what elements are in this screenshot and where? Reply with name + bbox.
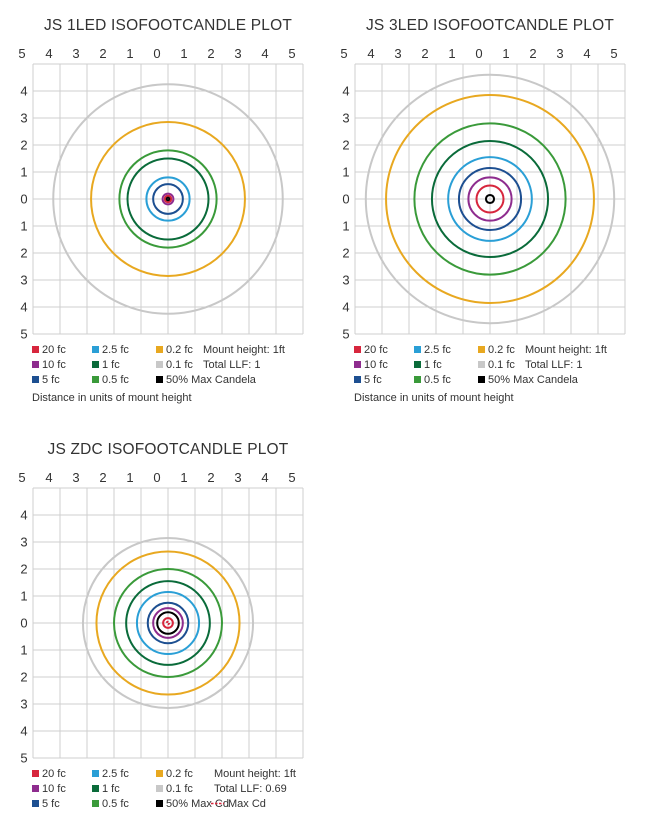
chart-grid [33, 64, 303, 334]
y-tick-label: 3 [20, 696, 28, 712]
x-tick-label: 5 [288, 470, 296, 485]
x-tick-label: 2 [421, 46, 429, 61]
legend-swatch-50pct-max-candela [156, 376, 163, 383]
legend-label-10-fc: 10 fc [364, 359, 388, 371]
y-tick-label: 4 [342, 83, 350, 99]
y-tick-label: 2 [20, 137, 28, 153]
y-tick-label: 3 [20, 534, 28, 550]
plot-panel-1led [0, 0, 325, 420]
legend-label-20-fc: 20 fc [364, 344, 388, 356]
total-llf-note: Total LLF: 1 [203, 359, 261, 371]
legend-swatch-2-5-fc [92, 346, 99, 353]
legend-swatch-5-fc [32, 800, 39, 807]
x-tick-label: 4 [45, 470, 53, 485]
legend-label-0-1-fc: 0.1 fc [488, 359, 515, 371]
chart-grid [355, 64, 625, 334]
isofootcandle-chart-zdc [0, 424, 325, 839]
legend-label-20-fc: 20 fc [42, 344, 66, 356]
legend-swatch-0-5-fc [414, 376, 421, 383]
x-tick-label: 1 [502, 46, 510, 61]
total-llf-note: Total LLF: 1 [525, 359, 583, 371]
legend-swatch-0-2-fc [156, 346, 163, 353]
x-tick-label: 0 [153, 46, 161, 61]
legend-swatch-0-1-fc [156, 785, 163, 792]
x-tick-label: 4 [261, 46, 269, 61]
legend-swatch-0-2-fc [478, 346, 485, 353]
x-tick-label: 2 [207, 46, 215, 61]
legend-swatch-0-2-fc [156, 770, 163, 777]
axis-caption: Distance in units of mount height [354, 392, 514, 404]
legend-swatch-2-5-fc [414, 346, 421, 353]
x-tick-label: 5 [340, 46, 348, 61]
y-tick-label: 3 [342, 110, 350, 126]
legend-label-1-fc: 1 fc [102, 359, 120, 371]
y-tick-label: 2 [20, 245, 28, 261]
y-tick-label: 1 [20, 164, 28, 180]
legend-label-2-5-fc: 2.5 fc [102, 344, 129, 356]
x-tick-label: 3 [234, 46, 242, 61]
legend-swatch-10-fc [32, 361, 39, 368]
legend-swatch-0-1-fc [156, 361, 163, 368]
legend-swatch-0-5-fc [92, 800, 99, 807]
y-tick-label: 4 [20, 83, 28, 99]
y-tick-label: 3 [20, 272, 28, 288]
x-tick-label: 3 [394, 46, 402, 61]
x-tick-label: 2 [99, 470, 107, 485]
legend-label-5-fc: 5 fc [42, 798, 60, 810]
y-tick-label: 2 [20, 669, 28, 685]
x-tick-label: 5 [288, 46, 296, 61]
x-tick-label: 1 [126, 470, 134, 485]
legend-swatch-10-fc [354, 361, 361, 368]
legend-label-20-fc: 20 fc [42, 768, 66, 780]
legend-swatch-50pct-max-cd [156, 800, 163, 807]
y-tick-label: 5 [20, 750, 28, 766]
y-tick-label: 1 [342, 218, 350, 234]
x-tick-label: 0 [475, 46, 483, 61]
chart-grid [33, 488, 303, 758]
x-tick-label: 4 [583, 46, 591, 61]
y-tick-label: 2 [342, 137, 350, 153]
plot-panel-3led [322, 0, 650, 420]
x-tick-label: 1 [126, 46, 134, 61]
x-tick-label: 5 [18, 46, 26, 61]
y-tick-label: 3 [342, 272, 350, 288]
legend-swatch-0-1-fc [478, 361, 485, 368]
legend-label-max-cd: Max Cd [228, 798, 266, 810]
y-tick-label: 0 [20, 191, 28, 207]
legend-label-0-5-fc: 0.5 fc [424, 374, 451, 386]
legend-swatch-5-fc [32, 376, 39, 383]
x-tick-label: 2 [99, 46, 107, 61]
y-tick-label: 1 [342, 164, 350, 180]
y-tick-label: 3 [20, 110, 28, 126]
legend-swatch-5-fc [354, 376, 361, 383]
legend-swatch-1-fc [414, 361, 421, 368]
y-tick-label: 4 [20, 299, 28, 315]
y-tick-label: 1 [20, 588, 28, 604]
x-tick-label: 4 [45, 46, 53, 61]
x-tick-label: 2 [207, 470, 215, 485]
legend-swatch-0-5-fc [92, 376, 99, 383]
legend-swatch-10-fc [32, 785, 39, 792]
chart-title: JS ZDC ISOFOOTCANDLE PLOT [47, 441, 289, 458]
x-tick-label: 3 [556, 46, 564, 61]
legend-label-0-5-fc: 0.5 fc [102, 374, 129, 386]
y-tick-label: 1 [20, 218, 28, 234]
x-tick-label: 5 [18, 470, 26, 485]
y-tick-label: 2 [20, 561, 28, 577]
legend-label-0-2-fc: 0.2 fc [488, 344, 515, 356]
x-tick-label: 1 [180, 470, 188, 485]
x-tick-label: 2 [529, 46, 537, 61]
legend-label-2-5-fc: 2.5 fc [102, 768, 129, 780]
legend-label-1-fc: 1 fc [424, 359, 442, 371]
legend-label-0-1-fc: 0.1 fc [166, 359, 193, 371]
plot-panel-zdc [0, 424, 325, 839]
legend-label-5-fc: 5 fc [364, 374, 382, 386]
legend-swatch-20-fc [32, 770, 39, 777]
legend-swatch-20-fc [354, 346, 361, 353]
legend-label-50pct-max-candela: 50% Max Candela [488, 374, 578, 386]
legend-label-2-5-fc: 2.5 fc [424, 344, 451, 356]
mount-height-note: Mount height: 1ft [214, 768, 296, 780]
x-tick-label: 1 [448, 46, 456, 61]
y-tick-label: 0 [20, 615, 28, 631]
isofootcandle-chart-3led [322, 0, 650, 420]
y-tick-label: 1 [20, 642, 28, 658]
mount-height-note: Mount height: 1ft [203, 344, 285, 356]
legend-swatch-20-fc [32, 346, 39, 353]
y-tick-label: 4 [20, 723, 28, 739]
x-tick-label: 4 [261, 470, 269, 485]
y-tick-label: 5 [342, 326, 350, 342]
y-tick-label: 2 [342, 245, 350, 261]
legend-label-10-fc: 10 fc [42, 783, 66, 795]
x-tick-label: 4 [367, 46, 375, 61]
legend-label-5-fc: 5 fc [42, 374, 60, 386]
x-tick-label: 3 [234, 470, 242, 485]
y-tick-label: 5 [20, 326, 28, 342]
legend-label-0-2-fc: 0.2 fc [166, 768, 193, 780]
legend-label-50pct-max-cd: 50% Max Cd [166, 798, 229, 810]
legend-label-0-2-fc: 0.2 fc [166, 344, 193, 356]
legend-label-1-fc: 1 fc [102, 783, 120, 795]
x-tick-label: 1 [180, 46, 188, 61]
x-tick-label: 3 [72, 470, 80, 485]
legend-swatch-1-fc [92, 785, 99, 792]
total-llf-note: Total LLF: 0.69 [214, 783, 287, 795]
legend-swatch-50pct-max-candela [478, 376, 485, 383]
axis-caption: Distance in units of mount height [32, 392, 192, 404]
legend-label-0-1-fc: 0.1 fc [166, 783, 193, 795]
y-tick-label: 4 [20, 507, 28, 523]
mount-height-note: Mount height: 1ft [525, 344, 607, 356]
chart-title: JS 3LED ISOFOOTCANDLE PLOT [365, 17, 615, 34]
chart-title: JS 1LED ISOFOOTCANDLE PLOT [43, 17, 293, 34]
x-tick-label: 5 [610, 46, 618, 61]
y-tick-label: 4 [342, 299, 350, 315]
x-tick-label: 3 [72, 46, 80, 61]
isofootcandle-chart-1led [0, 0, 325, 420]
y-tick-label: 0 [342, 191, 350, 207]
x-tick-label: 0 [153, 470, 161, 485]
legend-swatch-1-fc [92, 361, 99, 368]
legend-label-0-5-fc: 0.5 fc [102, 798, 129, 810]
legend-swatch-2-5-fc [92, 770, 99, 777]
legend-label-10-fc: 10 fc [42, 359, 66, 371]
legend-label-50pct-max-candela: 50% Max Candela [166, 374, 256, 386]
